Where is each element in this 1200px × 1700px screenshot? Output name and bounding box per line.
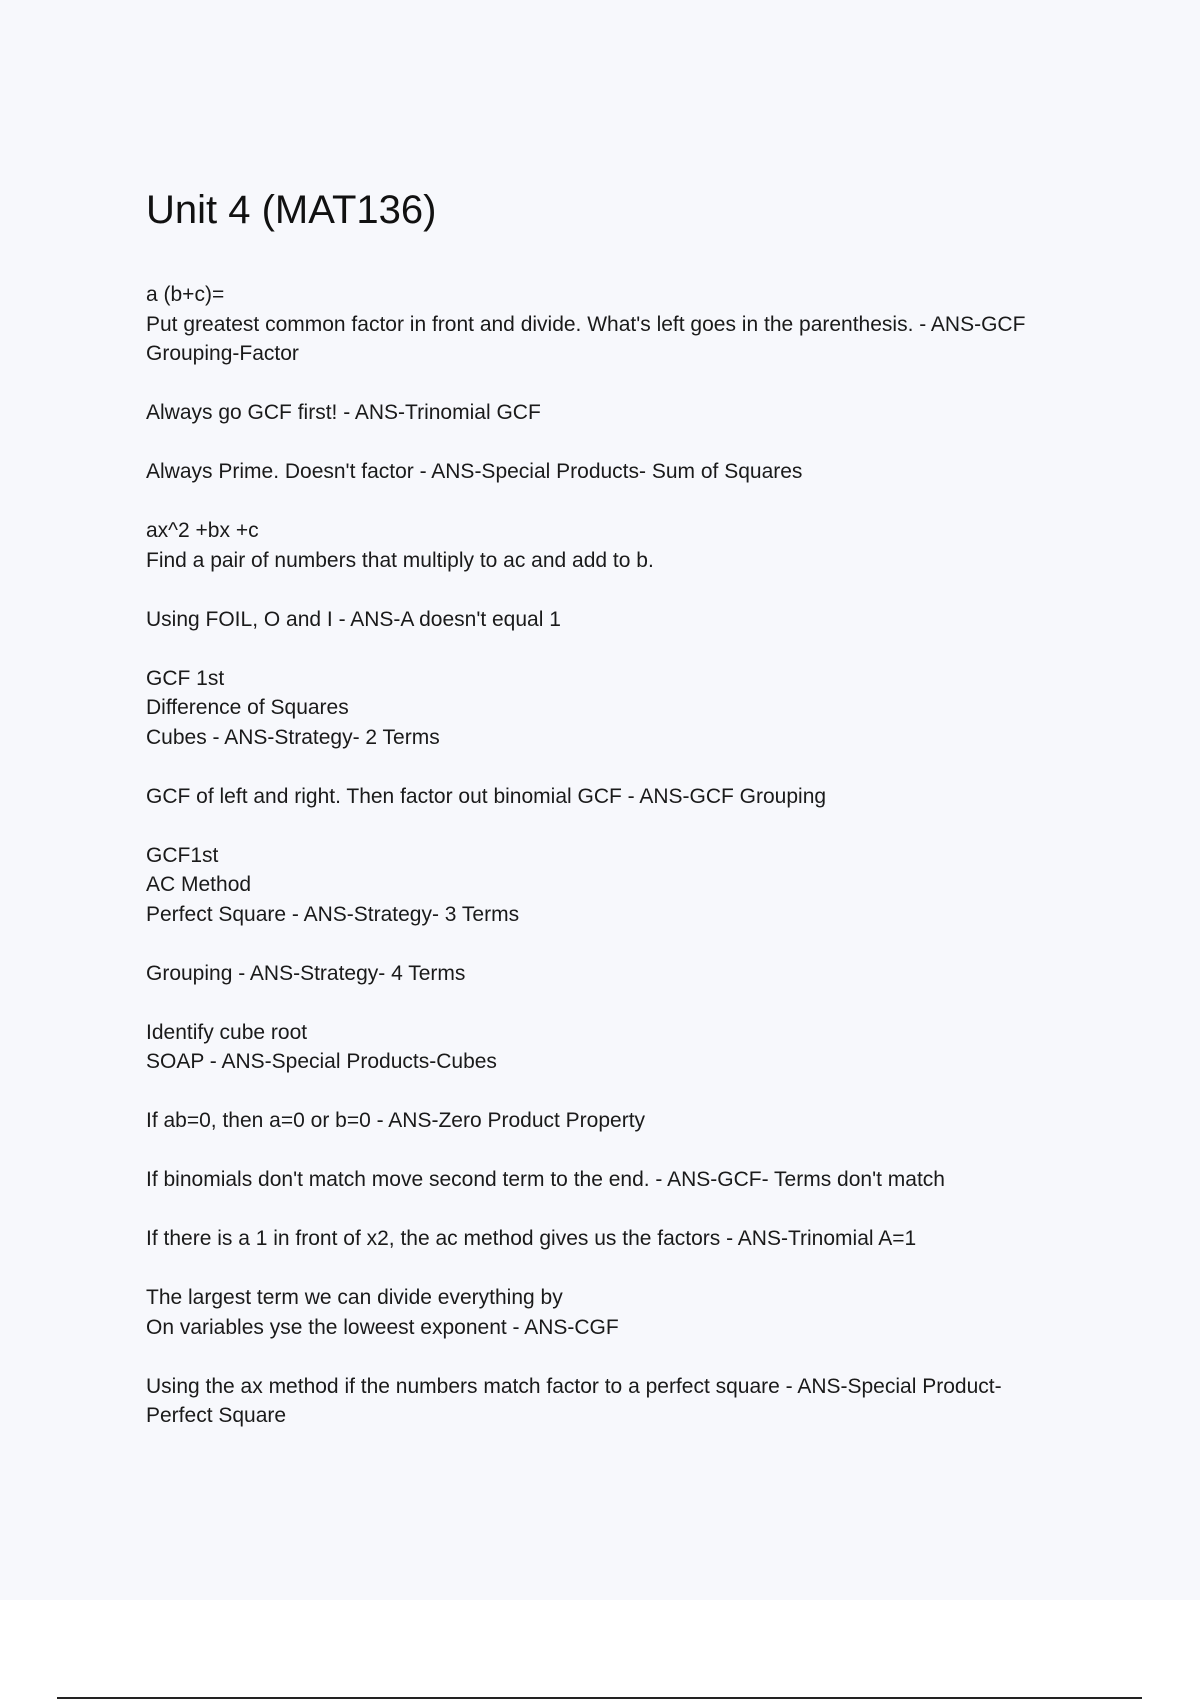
entry-text-line: Using FOIL, O and I - ANS-A doesn't equal 1 bbox=[146, 607, 561, 631]
entry-text-line: On variables yse the loweest exponent - ANS-CGF bbox=[146, 1315, 619, 1339]
footer-divider bbox=[57, 1697, 1142, 1699]
entry-text-line: GCF 1st bbox=[146, 666, 225, 690]
flashcard-entry bbox=[146, 1106, 1106, 1136]
page-title: Unit 4 (MAT136) bbox=[146, 188, 437, 232]
entry-text-line: GCF of left and right. Then factor out binomial GCF - ANS-GCF Grouping bbox=[146, 784, 827, 808]
flashcard-entry bbox=[146, 1018, 1106, 1077]
entry-text-line: Always Prime. Doesn't factor - ANS-Special Products- Sum of Squares bbox=[146, 460, 803, 483]
flashcard-entry bbox=[146, 959, 1106, 989]
entry-text-line: If there is a 1 in front of x2, the ac method gives us the factors - ANS-Trinomial A=1 bbox=[146, 1227, 917, 1250]
flashcard-entry bbox=[146, 1224, 1106, 1254]
flashcard-entry bbox=[146, 1283, 1106, 1342]
entry-text-line: If ab=0, then a=0 or b=0 - ANS-Zero Product Property bbox=[146, 1109, 646, 1132]
entry-text-line: a (b+c)= bbox=[146, 283, 225, 306]
entry-text-line: Cubes - ANS-Strategy- 2 Terms bbox=[146, 725, 440, 749]
entry-text-line: Difference of Squares bbox=[146, 696, 349, 719]
entry-text-line: Always go GCF first! - ANS-Trinomial GCF bbox=[146, 401, 541, 424]
entry-text-line: ax^2 +bx +c bbox=[146, 519, 259, 542]
flashcard-entry bbox=[146, 664, 1106, 753]
entry-text-line: Grouping - ANS-Strategy- 4 Terms bbox=[146, 961, 466, 985]
entry-text-line: Identify cube root bbox=[146, 1020, 308, 1044]
entry-text-line: Perfect Square - ANS-Strategy- 3 Terms bbox=[146, 902, 520, 926]
entry-text-line: Put greatest common factor in front and divide. What's left goes in the parenthesis. - ANS-GCF bbox=[146, 312, 1026, 336]
flashcard-entry bbox=[146, 280, 1106, 369]
flashcard-entry bbox=[146, 1372, 1106, 1431]
entry-text-line: SOAP - ANS-Special Products-Cubes bbox=[146, 1050, 497, 1073]
flashcard-entry bbox=[146, 516, 1106, 575]
entry-text-line: The largest term we can divide everything by bbox=[146, 1286, 563, 1309]
flashcard-entry bbox=[146, 398, 1106, 428]
flashcard-entry bbox=[146, 841, 1106, 930]
entry-text-line: Using the ax method if the numbers match factor to a perfect square - ANS-Special Product- bbox=[146, 1374, 1002, 1398]
entry-text-line: If binomials don't match move second term to the end. - ANS-GCF- Terms don't match bbox=[146, 1168, 945, 1191]
entry-text-line: GCF1st bbox=[146, 843, 219, 867]
flashcard-entry bbox=[146, 605, 1106, 635]
flashcard-entry bbox=[146, 1165, 1106, 1195]
entry-text-line: AC Method bbox=[146, 873, 252, 896]
entry-text-line: Find a pair of numbers that multiply to ac and add to b. bbox=[146, 548, 654, 572]
entry-text-line: Perfect Square bbox=[146, 1404, 287, 1427]
flashcard-list bbox=[146, 280, 1106, 1460]
entry-text-line: Grouping-Factor bbox=[146, 342, 299, 365]
flashcard-entry bbox=[146, 782, 1106, 812]
flashcard-entry bbox=[146, 457, 1106, 487]
